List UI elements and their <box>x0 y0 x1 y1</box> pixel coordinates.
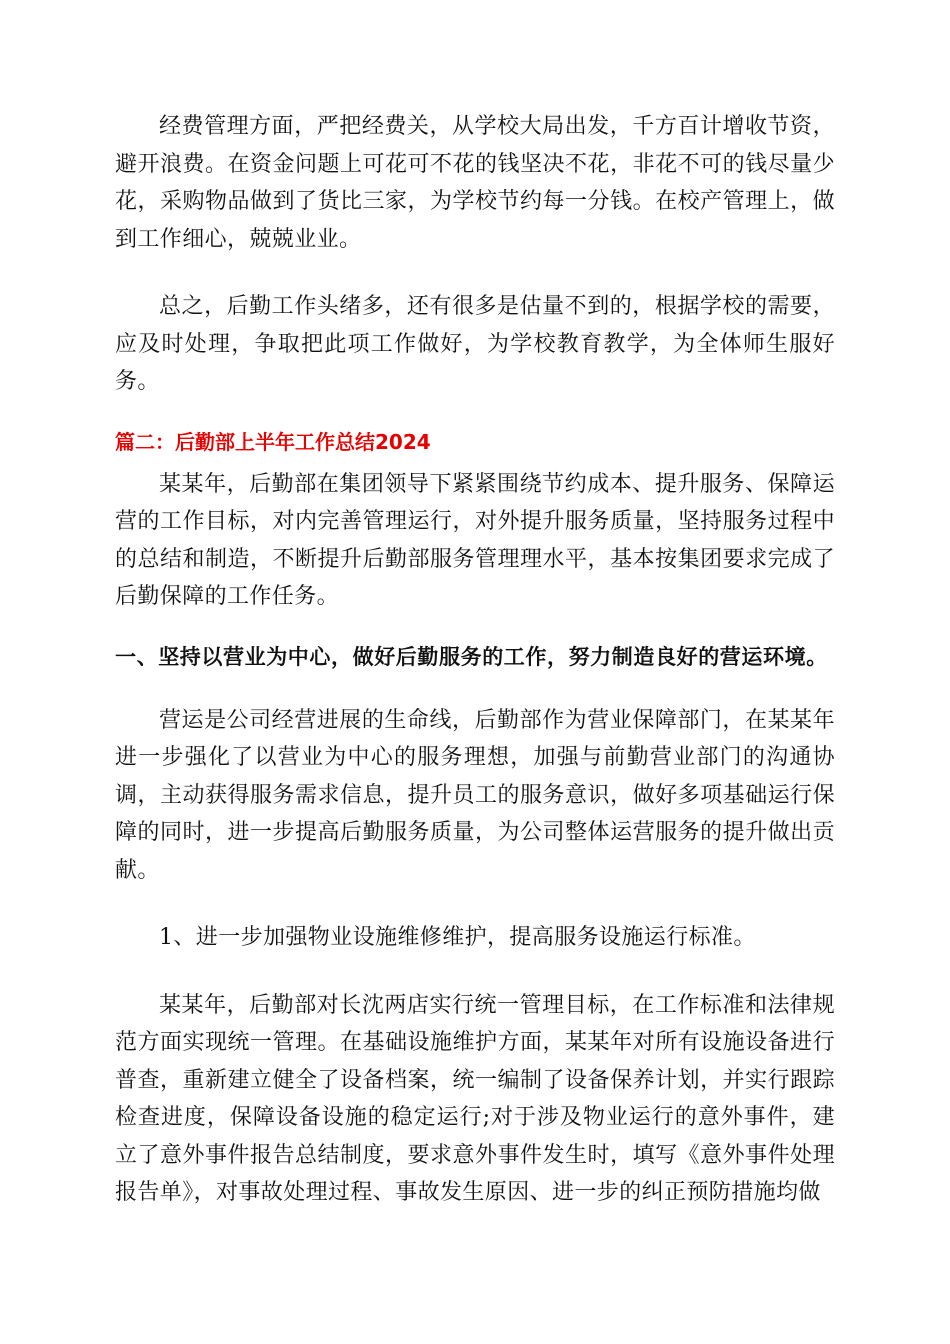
paragraph-intro: 某某年，后勤部在集团领导下紧紧围绕节约成本、提升服务、保障运营的工作目标，对内完善管理运行，对外提升服务质量，坚持服务过程中的总结和制造，不断提升后勤部服务管理理水平，基本按集团要求完成了后勤保障的工作任务。 <box>115 471 835 609</box>
paragraph-summary: 总之，后勤工作头绪多，还有很多是估量不到的，根据学校的需要，应及时处理，争取把此项工作做好，为学校教育教学，为全体师生服好务。 <box>115 294 835 394</box>
section-heading-one: 一、坚持以营业为中心，做好后勤服务的工作，努力制造良好的营运环境。 <box>115 644 828 669</box>
paragraph-funding-management: 经费管理方面，严把经费关，从学校大局出发，千方百计增收节资，避开浪费。在资金问题上可花可不花的钱坚决不花，非花不可的钱尽量少花，采购物品做到了货比三家，为学校节约每一分钱。在校产管理上，做到工作细心，兢兢业业。 <box>115 114 835 252</box>
paragraph-item-one: 1、进一步加强物业设施维修维护，提高服务设施运行标准。 <box>159 925 756 950</box>
section-title: 篇二：后勤部上半年工作总结2024 <box>115 429 431 454</box>
document-page <box>115 108 835 1212</box>
paragraph-facilities: 某某年，后勤部对长沈两店实行统一管理目标，在工作标准和法律规范方面实现统一管理。在基础设施维护方面，某某年对所有设施设备进行普查，重新建立健全了设备档案，统一编制了设备保养计划，并实行跟踪检查进度，保障设备设施的稳定运行;对于涉及物业运行的意外事件，建立了意外事件报告总结制度，要求意外事件发生时，填写《意外事件处理报告单》，对事故处理过程、事故发生原因、进一步的纠正预防措施均做 <box>115 992 835 1205</box>
paragraph-operations: 营运是公司经营进展的生命线，后勤部作为营业保障部门，在某某年进一步强化了以营业为中心的服务理想，加强与前勤营业部门的沟通协调，主动获得服务需求信息，提升员工的服务意识，做好多项基础运行保障的同时，进一步提高后勤服务质量，为公司整体运营服务的提升做出贡献。 <box>115 707 835 883</box>
